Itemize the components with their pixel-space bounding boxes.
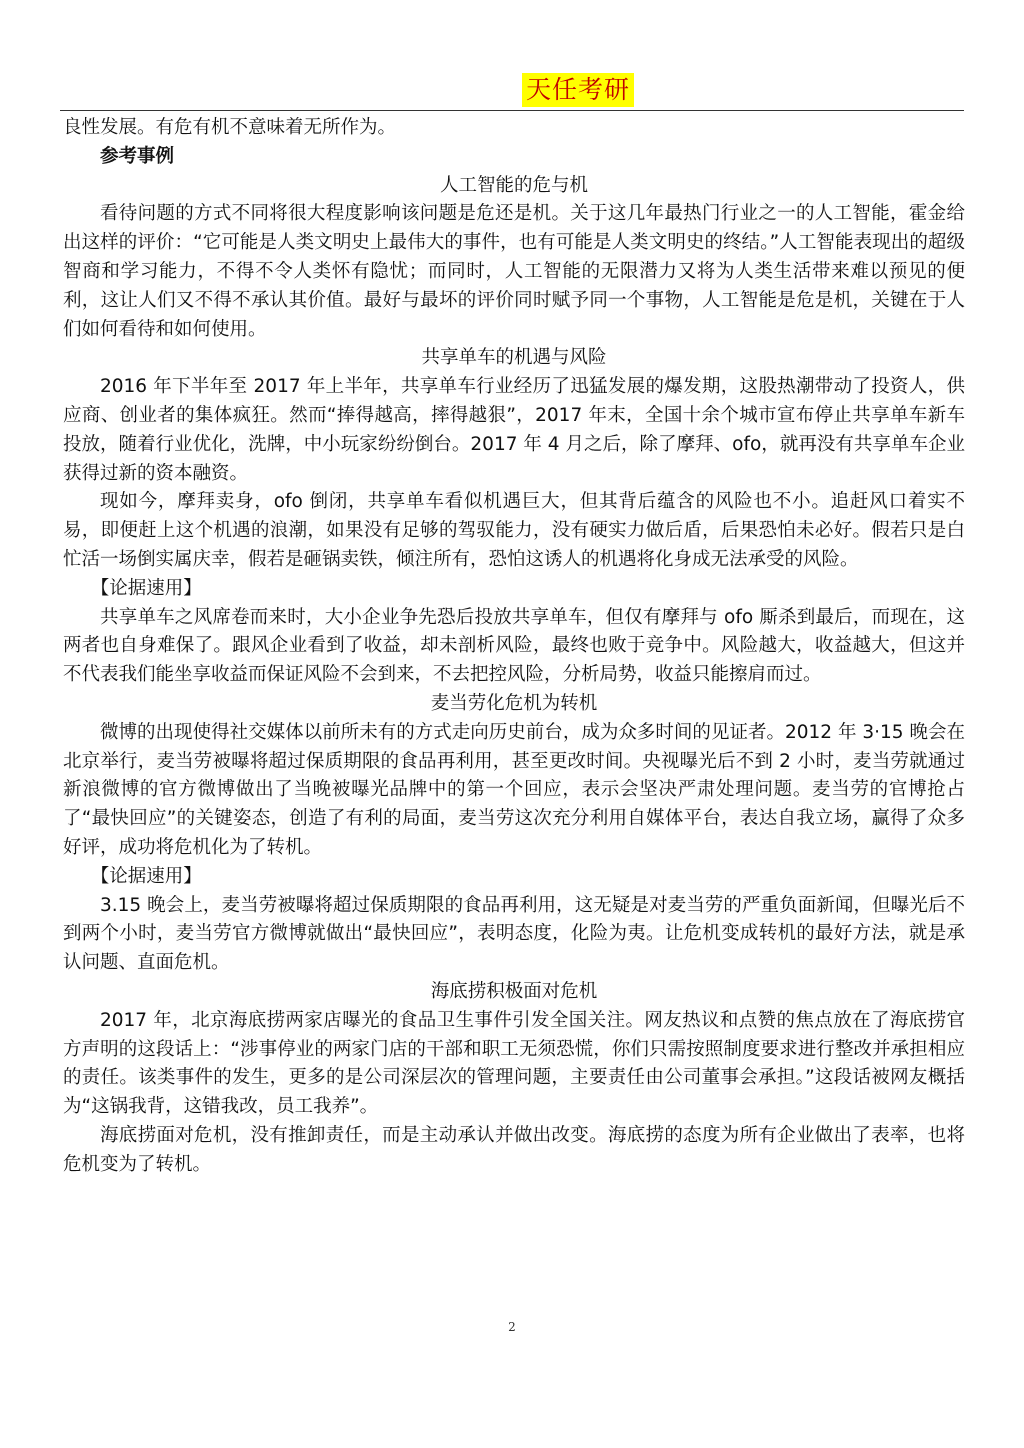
case-title: 人工智能的危与机: [439, 174, 588, 196]
argument-tag: 【论据速用】: [90, 577, 202, 599]
paragraph-continuation: 良性发展。有危有机不意味着无所作为。: [63, 117, 397, 138]
body-paragraph: 微博的出现使得社交媒体以前所未有的方式走向历史前台，成为众多时间的见证者。2012 年 3·15 晚会在北京举行，麦当劳被曝将超过保质期限的食品再利用，甚至更改时间。央视曝光后不到 2 小时，麦当劳就通过新浪微博的官方微博做出了当晚被曝光品牌中的第一个回应，表示会坚决严肃处理问题。麦当劳的官博抢占了“最快回应”的关键姿态，创造了有利的局面，麦当劳这次充分利用自媒体平台，表达自我立场，赢得了众多好评，成功将危机化为了转机。: [63, 721, 965, 858]
body-paragraph: 海底捞面对危机，没有推卸责任，而是主动承认并做出改变。海底捞的态度为所有企业做出了表率，也将危机变为了转机。: [63, 1124, 965, 1175]
body-paragraph: 共享单车之风席卷而来时，大小企业争先恐后投放共享单车，但仅有摩拜与 ofo 厮杀到最后，而现在，这两者也自身难保了。跟风企业看到了收益，却未剖析风险，最终也败于竞争中。风险越大，收益越大，但这并不代表我们能坐享收益而保证风险不会到来，不去把控风险，分析局势，收益只能擦肩而过。: [63, 606, 965, 686]
case-title: 海底捞积极面对危机: [430, 980, 598, 1002]
body-paragraph: 看待问题的方式不同将很大程度影响该问题是危还是机。关于这几年最热门行业之一的人工智能，霍金给出这样的评价：“它可能是人类文明史上最伟大的事件，也有可能是人类文明史的终结。”人工智能表现出的超级智商和学习能力，不得不令人类怀有隐忧；而同时，人工智能的无限潜力又将为人类生活带来难以预见的便利，这让人们又不得不承认其价值。最好与最坏的评价同时赋予同一个事物，人工智能是危是机，关键在于人们如何看待和如何使用。: [63, 203, 965, 340]
body-paragraph: 2016 年下半年至 2017 年上半年，共享单车行业经历了迅猛发展的爆发期，这股热潮带动了投资人，供应商、创业者的集体疯狂。然而“捧得越高，摔得越狠”，2017 年末，全国十余个城市宣布停止共享单车新车投放，随着行业优化，洗牌，中小玩家纷纷倒台。2017 年 4 月之后，除了摩拜、ofo，就再没有共享单车企业获得过新的资本融资。: [63, 376, 965, 484]
page-content: [63, 114, 965, 1179]
section-heading: 参考事例: [100, 145, 175, 167]
body-paragraph: 2017 年，北京海底捞两家店曝光的食品卫生事件引发全国关注。网友热议和点赞的焦点放在了海底捞官方声明的这段话上：“涉事停业的两家门店的干部和职工无须恐慌，你们只需按照制度要求进行整改并承担相应的责任。该类事件的发生，更多的是公司深层次的管理问题，主要责任由公司董事会承担。”这段话被网友概括为“这锅我背，这错我改，员工我养”。: [63, 1009, 965, 1118]
body-paragraph: 现如今，摩拜卖身，ofo 倒闭，共享单车看似机遇巨大，但其背后蕴含的风险也不小。追赶风口着实不易，即便赶上这个机遇的浪潮，如果没有足够的驾驭能力，没有硬实力做后盾，后果恐怕未必好。假若只是白忙活一场倒实属庆幸，假若是砸锅卖铁，倾注所有，恐怕这诱人的机遇将化身成无法承受的风险。: [63, 491, 965, 570]
header-badge: 天任考研: [522, 73, 634, 107]
case-title: 麦当劳化危机为转机: [430, 692, 598, 714]
body-paragraph: 3.15 晚会上，麦当劳被曝将超过保质期限的食品再利用，这无疑是对麦当劳的严重负面新闻，但曝光后不到两个小时，麦当劳官方微博就做出“最快回应”，表明态度，化险为夷。让危机变成转机的最好方法，就是承认问题、直面危机。: [63, 894, 965, 974]
page-number: 2: [508, 1320, 516, 1334]
case-title: 共享单车的机遇与风险: [421, 347, 607, 369]
argument-tag: 【论据速用】: [90, 865, 202, 887]
page-header: [60, 70, 964, 111]
